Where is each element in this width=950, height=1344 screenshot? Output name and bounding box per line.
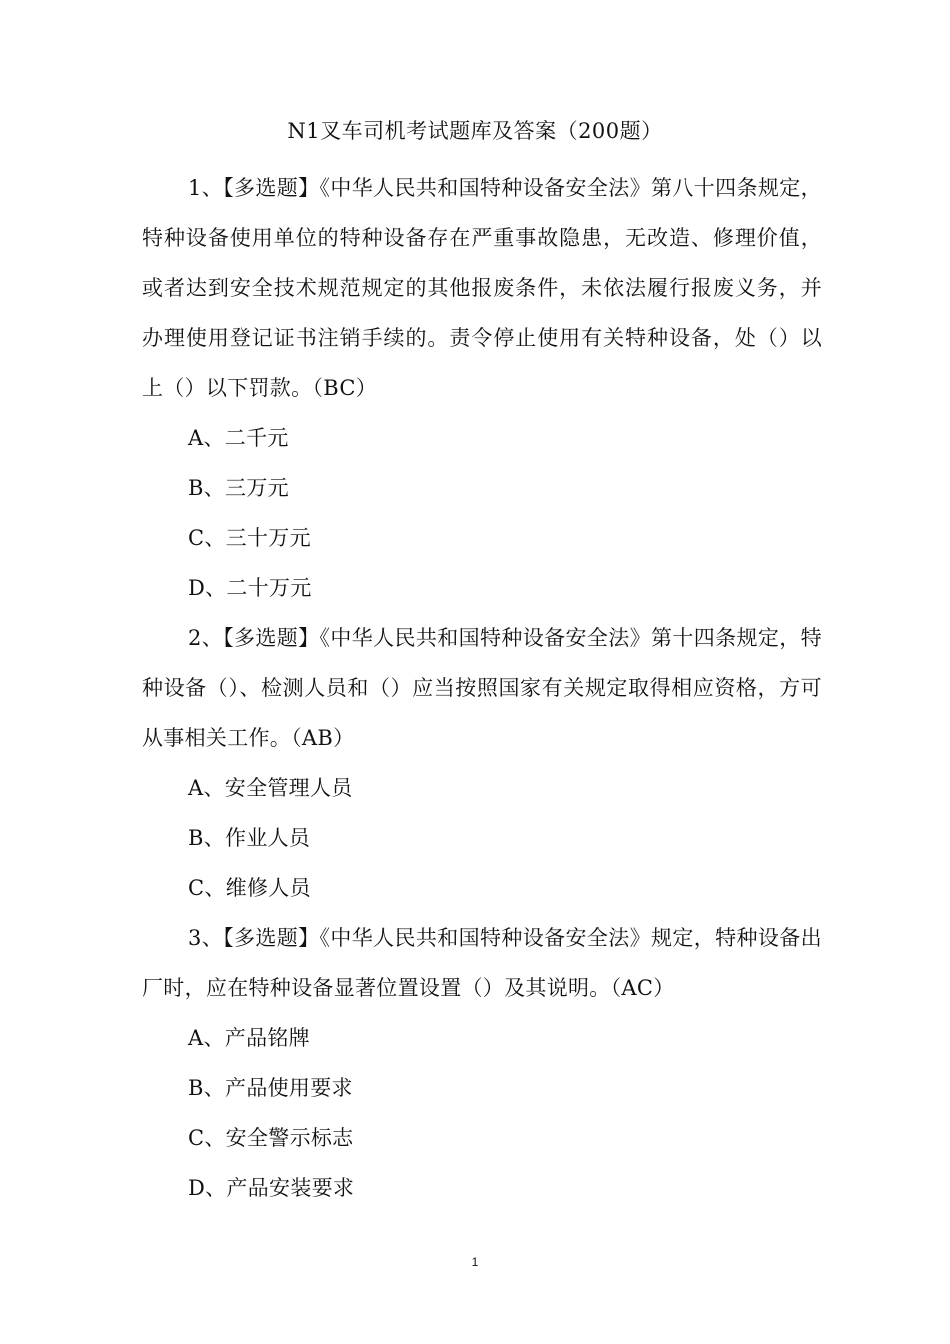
question-3-text: 3、【多选题】《中华人民共和国特种设备安全法》规定，特种设备出厂时，应在特种设备显著位置设置（）及其说明。（AC）: [142, 926, 822, 1000]
question-2-option-b: B、作业人员: [188, 826, 311, 850]
question-3-option-c: C、安全警示标志: [188, 1126, 354, 1150]
page-number: 1: [471, 1255, 479, 1269]
question-1-option-d: D、二十万元: [188, 576, 312, 600]
question-1-option-b: B、三万元: [188, 476, 289, 500]
question-3-option-b: B、产品使用要求: [188, 1076, 353, 1100]
question-3-option-d: D、产品安装要求: [188, 1176, 355, 1200]
question-1-option-c: C、三十万元: [188, 526, 311, 550]
question-list: [142, 163, 822, 1213]
question-1-text: 1、【多选题】《中华人民共和国特种设备安全法》第八十四条规定，特种设备使用单位的特种设备存在严重事故隐患，无改造、修理价值，或者达到安全技术规范规定的其他报废条件，未依法履行报废义务，并办理使用登记证书注销手续的。责令停止使用有关特种设备，处（）以上（）以下罚款。（BC）: [142, 176, 822, 400]
question-1-option-a: A、二千元: [188, 426, 289, 450]
question-3-option-a: A、产品铭牌: [188, 1026, 310, 1050]
question-2-option-c: C、维修人员: [188, 876, 311, 900]
page-title: N1叉车司机考试题库及答案（200题）: [287, 119, 663, 143]
question-2-option-a: A、安全管理人员: [188, 776, 353, 800]
question-2-text: 2、【多选题】《中华人民共和国特种设备安全法》第十四条规定，特种设备（）、检测人员和（）应当按照国家有关规定取得相应资格，方可从事相关工作。（AB）: [142, 626, 822, 750]
